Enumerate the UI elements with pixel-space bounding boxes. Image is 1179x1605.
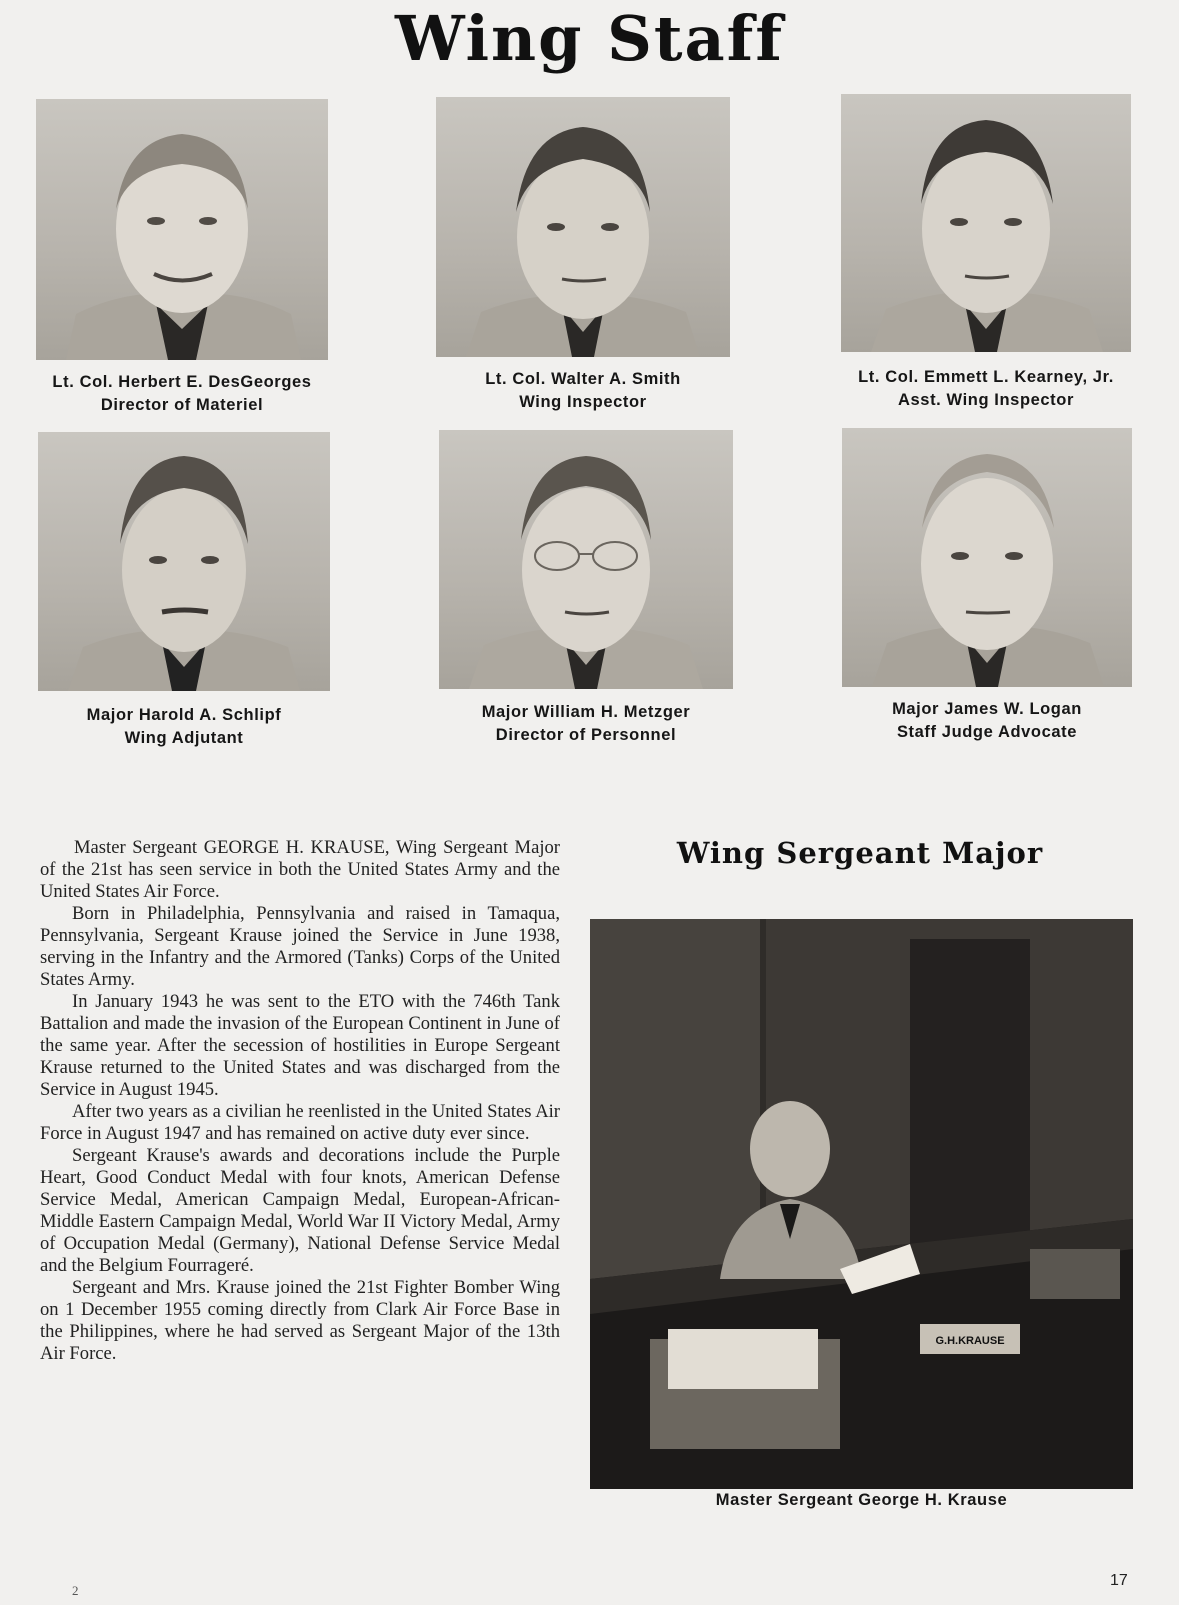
portrait-photo [436, 97, 730, 357]
biography-paragraph: Born in Philadelphia, Pennsylvania and raised in Tamaqua, Pennsylvania, Sergeant Krause joined the Service in June 1938, serving in the Infantry and the Armored (Tanks) Corps of the United States Army. [40, 903, 560, 990]
desk-nameplate: G.H.KRAUSE [935, 1335, 1005, 1347]
staff-caption [423, 701, 749, 747]
portrait-photo [36, 99, 328, 360]
page-number: 17 [1110, 1572, 1128, 1589]
portrait-photo [841, 94, 1131, 352]
biography-paragraph: Sergeant and Mrs. Krause joined the 21st Fighter Bomber Wing on 1 December 1955 coming directly from Clark Air Force Base in the Philippines, where he had served as Sergeant Major of the 13th Air Force. [40, 1277, 560, 1364]
page-title: Wing Staff [394, 2, 785, 75]
portrait-photo [38, 432, 330, 691]
page-number: 2 [72, 1583, 79, 1598]
desk-photo-caption: Master Sergeant George H. Krause [715, 1491, 1008, 1509]
staff-role: Asst. Wing Inspector [898, 391, 1074, 409]
staff-name: Major William H. Metzger [481, 703, 691, 721]
staff-role: Wing Inspector [519, 393, 647, 411]
staff-caption [822, 698, 1152, 744]
staff-name: Lt. Col. Walter A. Smith [485, 370, 681, 388]
staff-caption [821, 366, 1151, 412]
biography-paragraph: Sergeant Krause's awards and decorations include the Purple Heart, Good Conduct Medal with four knots, American Defense Service Medal, American Campaign Medal, European-African-Middle Eastern Campaign Medal, World War II Victory Medal, Army of Occupation Medal (Germany), National Defense Service Medal and the Belgium Fourrageré. [40, 1145, 560, 1276]
staff-caption [20, 704, 348, 750]
staff-role: Director of Personnel [495, 726, 677, 744]
staff-role: Director of Materiel [100, 396, 264, 414]
biography-text [40, 837, 560, 1365]
biography-paragraph: After two years as a civilian he reenlisted in the United States Air Force in August 1947 and has remained on active duty ever since. [40, 1101, 560, 1144]
biography-paragraph: In January 1943 he was sent to the ETO with the 746th Tank Battalion and made the invasion of the European Continent in June of the same year. After the secession of hostilities in Europe Sergeant Krause returned to the United States and was discharged from the Service in August 1945. [40, 991, 560, 1100]
staff-role: Staff Judge Advocate [896, 723, 1078, 741]
portrait-photo [439, 430, 733, 689]
section-title: Wing Sergeant Major [676, 836, 1044, 870]
staff-name: Lt. Col. Emmett L. Kearney, Jr. [858, 368, 1114, 386]
portrait-photo [842, 428, 1132, 687]
staff-name: Lt. Col. Herbert E. DesGeorges [52, 373, 312, 391]
desk-photo [590, 919, 1133, 1489]
staff-caption [420, 368, 746, 414]
staff-name: Major Harold A. Schlipf [86, 706, 282, 724]
staff-caption [20, 371, 344, 417]
biography-paragraph: Master Sergeant GEORGE H. KRAUSE, Wing Sergeant Major of the 21st has seen service in both the United States Army and the United States Air Force. [40, 837, 560, 902]
staff-role: Wing Adjutant [124, 729, 244, 747]
staff-name: Major James W. Logan [892, 700, 1082, 718]
